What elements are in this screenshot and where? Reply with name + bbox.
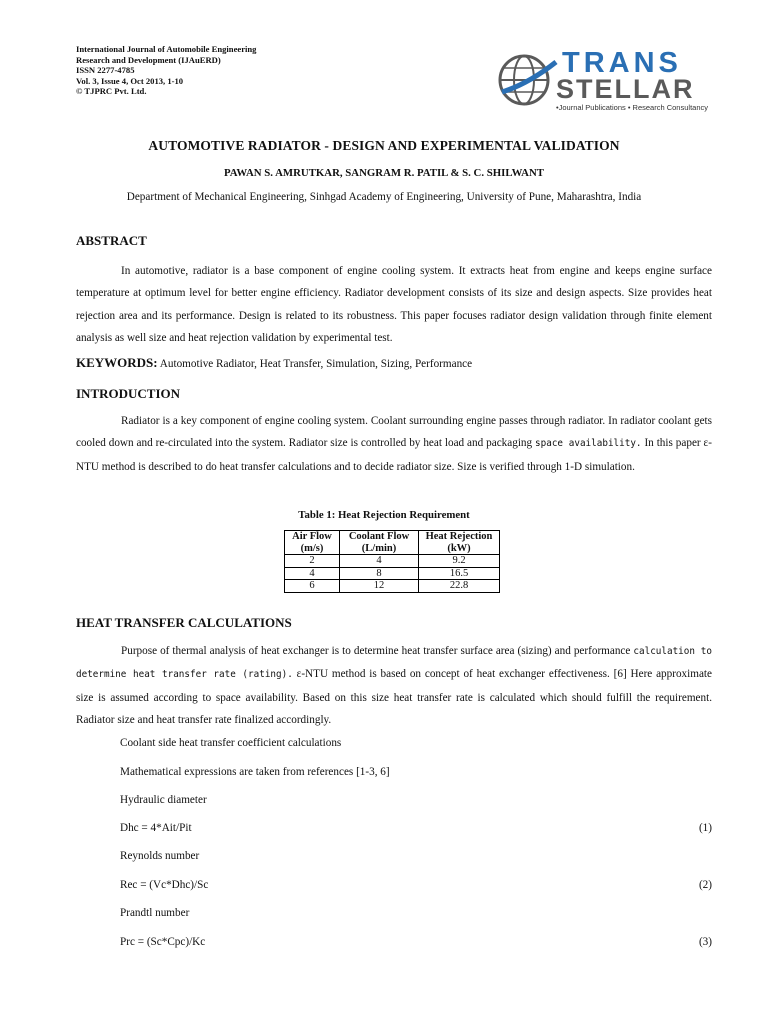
equation-2: Rec = (Vc*Dhc)/Sc [120, 879, 209, 891]
introduction-heading: INTRODUCTION [76, 386, 181, 401]
globe-icon [500, 56, 556, 104]
volume-line: Vol. 3, Issue 4, Oct 2013, 1-10 [76, 75, 184, 86]
table-cell: 9.2 [419, 555, 500, 568]
logo-word-stellar: STELLAR [556, 74, 695, 104]
table-cell: 4 [340, 555, 419, 568]
introduction-text-a: Radiator is a key component of engine cooling system. Coolant surrounding engine passes through radiator. In radiator coolant gets cooled down and re-circulated into the system. Radiator size is controlled by heat load and packaging [76, 415, 712, 450]
heat-transfer-text-a: Purpose of thermal analysis of heat exchanger is to determine heat transfer surface area (sizing) and performance [121, 645, 634, 657]
logo-word-trans: TRANS [562, 47, 682, 79]
introduction-text-mono: space availability. [535, 438, 642, 450]
journal-name-line-2: Research and Development (IJAuERD) [76, 54, 221, 65]
journal-name-line-1: International Journal of Automobile Engineering [76, 44, 257, 54]
journal-header [76, 44, 256, 97]
abstract-heading: ABSTRACT [76, 233, 147, 248]
paper-authors: PAWAN S. AMRUTKAR, SANGRAM R. PATIL & S. C. SHILWANT [224, 167, 544, 179]
abstract-paragraph [76, 260, 712, 349]
author-affiliation: Department of Mechanical Engineering, Sinhgad Academy of Engineering, University of Pune, Maharashtra, India [126, 191, 642, 203]
logo-tagline: •Journal Publications • Research Consultancy [556, 103, 708, 112]
equation-1: Dhc = 4*Ait/Pit [120, 822, 192, 834]
table-row [285, 567, 500, 580]
table-1-caption: Table 1: Heat Rejection Requirement [298, 509, 470, 521]
table-cell: 16.5 [419, 567, 500, 580]
heat-transfer-text-mono: calculation to determine heat transfer rate (rating). [76, 646, 712, 681]
keywords-label: KEYWORDS: [76, 355, 158, 370]
hydraulic-diameter-label: Hydraulic diameter [120, 794, 207, 806]
prandtl-number-label: Prandtl number [120, 907, 190, 919]
transstellar-logo [498, 44, 720, 116]
table-row [285, 580, 500, 593]
header-coolant-flow: Coolant Flow (L/min) [340, 531, 419, 555]
introduction-text-b: In this paper ε-NTU method is described to do heat transfer calculations and to decide radiator size. Size is verified through 1-D simulation. [76, 437, 712, 473]
heat-rejection-table [284, 530, 500, 593]
equation-3: Prc = (Sc*Cpc)/Kc [120, 936, 206, 948]
references-line: Mathematical expressions are taken from references [1-3, 6] [120, 766, 390, 778]
header-air-flow: Air Flow (m/s) [285, 531, 340, 555]
issn-line: ISSN 2277-4785 [76, 65, 135, 76]
paper-title: AUTOMOTIVE RADIATOR - DESIGN AND EXPERIMENTAL VALIDATION [148, 138, 620, 153]
table-cell: 8 [340, 567, 419, 580]
heat-transfer-paragraph [76, 640, 712, 731]
keywords-text: Automotive Radiator, Heat Transfer, Simulation, Sizing, Performance [157, 358, 473, 370]
table-cell: 2 [285, 555, 340, 568]
table-header-row [285, 531, 500, 555]
coolant-side-line: Coolant side heat transfer coefficient calculations [120, 737, 342, 749]
reynolds-number-label: Reynolds number [120, 850, 200, 862]
table-row [285, 555, 500, 568]
introduction-paragraph [76, 410, 712, 478]
heat-transfer-text-b: ε-NTU method is based on concept of heat exchanger effectiveness. [6] Here approximate size is assumed according to space availability. Based on this size heat transfer rate is calculated which should fulfill the requirement. Radiator size and heat transfer rate finalized accordingly. [76, 668, 712, 726]
abstract-text: In automotive, radiator is a base component of engine cooling system. It extracts heat from engine and keeps engine surface temperature at optimum level for better engine efficiency. Radiator development consists of its size and design aspects. Size provides heat rejection area and its performance. Design is related to its robustness. This paper focuses radiator design validation through finite element analysis as well size and heat rejection validation by experimental test. [76, 265, 712, 344]
table-cell: 22.8 [419, 580, 500, 593]
table-cell: 12 [340, 580, 419, 593]
header-heat-rejection: Heat Rejection (kW) [419, 531, 500, 555]
table-cell: 4 [285, 567, 340, 580]
table-cell: 6 [285, 580, 340, 593]
keywords-line [76, 355, 472, 371]
copyright-line: © TJPRC Pvt. Ltd. [76, 86, 147, 97]
heat-transfer-heading: HEAT TRANSFER CALCULATIONS [76, 615, 292, 630]
